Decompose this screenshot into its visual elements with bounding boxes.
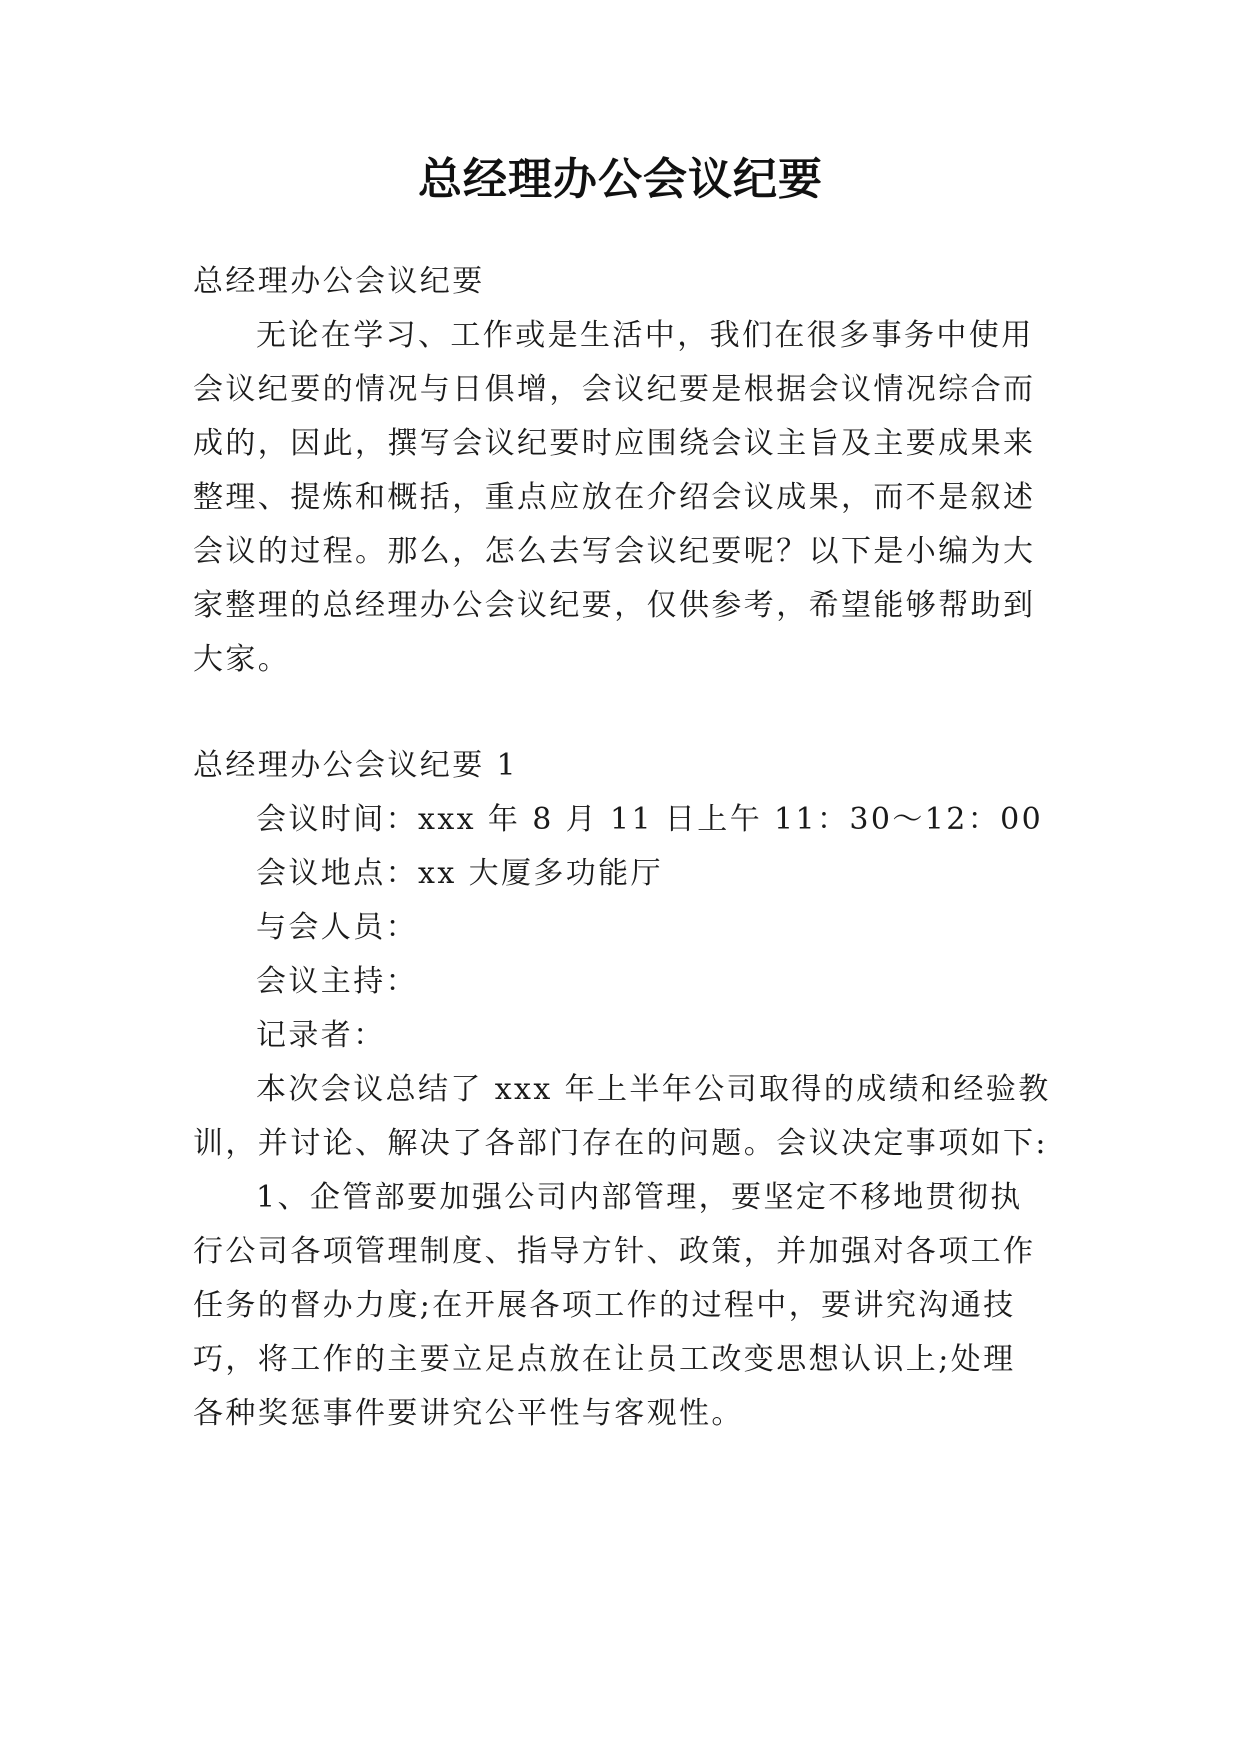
- item-line: 各种奖惩事件要讲究公平性与客观性。: [193, 1396, 744, 1431]
- item-line: 巧，将工作的主要立足点放在让员工改变思想认识上;处理: [193, 1342, 1016, 1377]
- section-heading: 总经理办公会议纪要 1: [193, 748, 519, 783]
- intro-line: 整理、提炼和概括，重点应放在介绍会议成果，而不是叙述: [193, 480, 1036, 515]
- intro-line: 家整理的总经理办公会议纪要，仅供参考，希望能够帮助到: [193, 588, 1036, 623]
- intro-line: 成的，因此，撰写会议纪要时应围绕会议主旨及主要成果来: [193, 426, 1036, 461]
- summary-line: 本次会议总结了 xxx 年上半年公司取得的成绩和经验教: [256, 1072, 1051, 1107]
- intro-line: 会议的过程。那么，怎么去写会议纪要呢？以下是小编为大: [193, 534, 1036, 569]
- intro-line: 大家。: [193, 642, 291, 677]
- meeting-time: 会议时间：xxx 年 8 月 11 日上午 11：30～12：00: [256, 802, 1044, 837]
- meeting-host: 会议主持：: [256, 964, 418, 999]
- item-line: 行公司各项管理制度、指导方针、政策，并加强对各项工作: [193, 1234, 1036, 1269]
- item-line: 1、企管部要加强公司内部管理，要坚定不移地贯彻执: [256, 1180, 1023, 1215]
- intro-line: 无论在学习、工作或是生活中，我们在很多事务中使用: [256, 318, 1034, 353]
- item-line: 任务的督办力度;在开展各项工作的过程中，要讲究沟通技: [193, 1288, 1016, 1323]
- summary-line: 训，并讨论、解决了各部门存在的问题。会议决定事项如下:: [193, 1126, 1048, 1161]
- meeting-recorder: 记录者：: [256, 1018, 386, 1053]
- document-title: 总经理办公会议纪要: [418, 154, 823, 205]
- intro-heading: 总经理办公会议纪要: [193, 264, 485, 299]
- intro-line: 会议纪要的情况与日俱增，会议纪要是根据会议情况综合而: [193, 372, 1036, 407]
- meeting-attendees: 与会人员：: [256, 910, 418, 945]
- meeting-location: 会议地点：xx 大厦多功能厅: [256, 856, 663, 891]
